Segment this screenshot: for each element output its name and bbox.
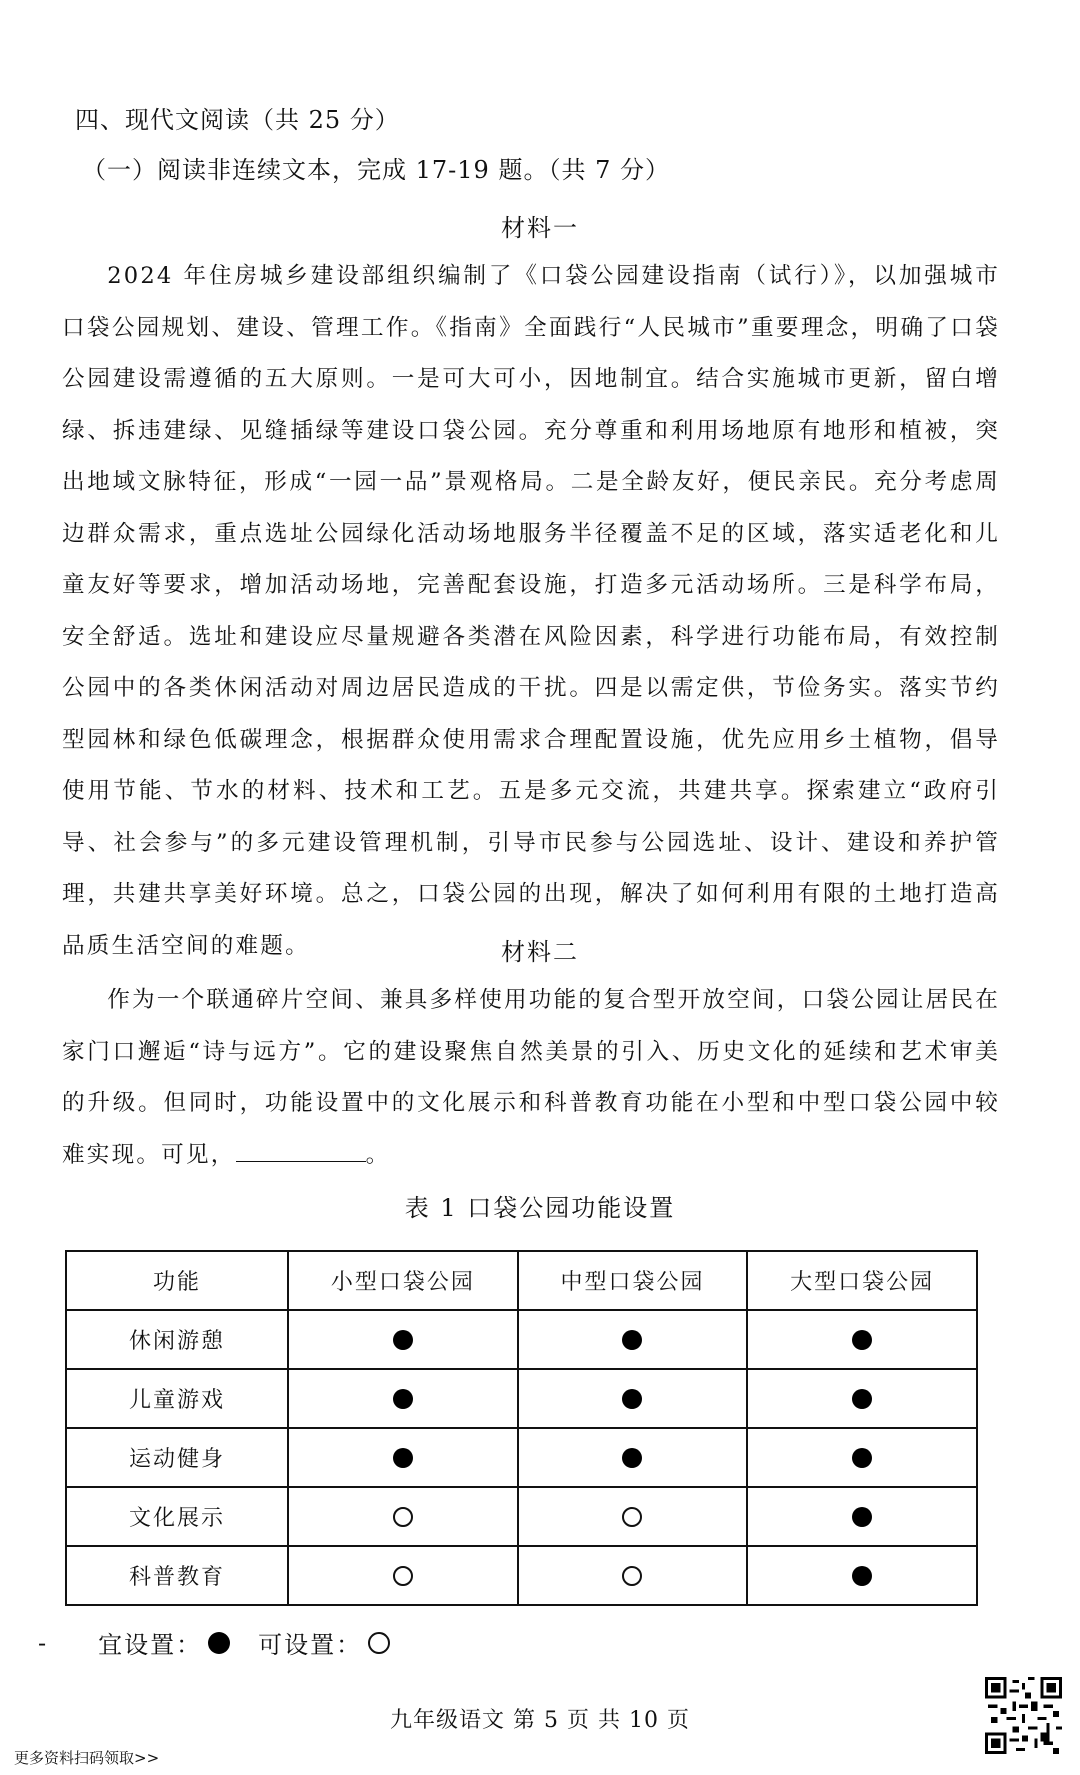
table-row — [66, 1369, 977, 1428]
cell — [288, 1487, 518, 1546]
legend-recommended — [98, 1625, 230, 1660]
cell — [747, 1546, 977, 1605]
hollow-circle-icon — [622, 1566, 642, 1586]
cell — [747, 1428, 977, 1487]
filled-circle-icon — [852, 1566, 872, 1586]
cell — [518, 1487, 748, 1546]
table-header-row — [66, 1251, 977, 1310]
row-label: 儿童游戏 — [66, 1369, 288, 1428]
legend — [38, 1625, 418, 1660]
cell — [518, 1428, 748, 1487]
section-title: 四、现代文阅读（共 25 分） — [75, 106, 400, 134]
material2-text: 作为一个联通碎片空间、兼具多样使用功能的复合型开放空间，口袋公园让居民在家门口邂逅“诗与远方”。它的建设聚焦自然美景的引入、历史文化的延续和艺术审美的升级。但同时，功能设置中的文化展示和科普教育功能在小型和中型口袋公园中较难实现。可见， — [62, 987, 1000, 1168]
qr-code-icon[interactable] — [985, 1677, 1062, 1754]
answer-blank — [236, 1137, 366, 1162]
table-row — [66, 1310, 977, 1369]
material1-title: 材料一 — [501, 214, 579, 242]
filled-circle-icon — [393, 1448, 413, 1468]
sub-title: （一）阅读非连续文本，完成 17-19 题。（共 7 分） — [82, 156, 670, 184]
filled-circle-icon — [208, 1632, 230, 1654]
filled-circle-icon — [852, 1330, 872, 1350]
page-footer: 九年级语文 第 5 页 共 10 页 — [390, 1708, 690, 1733]
filled-circle-icon — [393, 1330, 413, 1350]
hollow-circle-icon — [393, 1507, 413, 1527]
cell — [288, 1428, 518, 1487]
cell — [518, 1310, 748, 1369]
legend-optional — [258, 1625, 390, 1660]
table-caption: 表 1 口袋公园功能设置 — [404, 1194, 676, 1222]
header-large-park: 大型口袋公园 — [747, 1251, 977, 1310]
cell — [747, 1310, 977, 1369]
cell — [518, 1546, 748, 1605]
cell — [288, 1369, 518, 1428]
row-label: 文化展示 — [66, 1487, 288, 1546]
filled-circle-icon — [622, 1389, 642, 1409]
cell — [518, 1369, 748, 1428]
table-row — [66, 1428, 977, 1487]
filled-circle-icon — [852, 1507, 872, 1527]
hollow-circle-icon — [368, 1632, 390, 1654]
filled-circle-icon — [393, 1389, 413, 1409]
material2-title: 材料二 — [501, 938, 579, 966]
material1-paragraph: 2024 年住房城乡建设部组织编制了《口袋公园建设指南（试行）》，以加强城市口袋公园规划、建设、管理工作。《指南》全面践行“人民城市”重要理念，明确了口袋公园建设需遵循的五大原则。一是可大可小，因地制宜。结合实施城市更新，留白增绿、拆违建绿、见缝插绿等建设口袋公园。充分尊重和利用场地原有地形和植被，突出地域文脉特征，形成“一园一品”景观格局。二是全龄友好，便民亲民。充分考虑周边群众需求，重点选址公园绿化活动场地服务半径覆盖不足的区域，落实适老化和儿童友好等要求，增加活动场地，完善配套设施，打造多元活动场所。三是科学布局，安全舒适。选址和建设应尽量规避各类潜在风险因素，科学进行功能布局，有效控制公园中的各类休闲活动对周边居民造成的干扰。四是以需定供，节俭务实。落实节约型园林和绿色低碳理念，根据群众使用需求合理配置设施，优先应用乡土植物，倡导使用节能、节水的材料、技术和工艺。五是多元交流，共建共享。探索建立“政府引导、社会参与”的多元建设管理机制，引导市民参与公园选址、设计、建设和养护管理，共建共享美好环境。总之，口袋公园的出现，解决了如何利用有限的土地打造高品质生活空间的难题。 — [62, 263, 1000, 959]
table-row — [66, 1546, 977, 1605]
hollow-circle-icon — [622, 1507, 642, 1527]
cell — [747, 1369, 977, 1428]
filled-circle-icon — [622, 1448, 642, 1468]
function-table — [65, 1250, 978, 1606]
hollow-circle-icon — [393, 1566, 413, 1586]
cell — [288, 1546, 518, 1605]
cell — [747, 1487, 977, 1546]
header-medium-park: 中型口袋公园 — [518, 1251, 748, 1310]
table-row — [66, 1487, 977, 1546]
filled-circle-icon — [622, 1330, 642, 1350]
cell — [288, 1310, 518, 1369]
row-label: 休闲游憩 — [66, 1310, 288, 1369]
header-small-park: 小型口袋公园 — [288, 1251, 518, 1310]
material2-end: 。 — [365, 1141, 391, 1168]
legend-recommended-label: 宜设置： — [98, 1631, 203, 1659]
promo-link[interactable]: 更多资料扫码领取>> — [14, 1749, 160, 1767]
header-function: 功能 — [66, 1251, 288, 1310]
legend-optional-label: 可设置： — [258, 1631, 363, 1659]
filled-circle-icon — [852, 1448, 872, 1468]
material2-paragraph — [62, 975, 1000, 1181]
legend-dash: - — [38, 1628, 49, 1657]
row-label: 科普教育 — [66, 1546, 288, 1605]
row-label: 运动健身 — [66, 1428, 288, 1487]
filled-circle-icon — [852, 1389, 872, 1409]
